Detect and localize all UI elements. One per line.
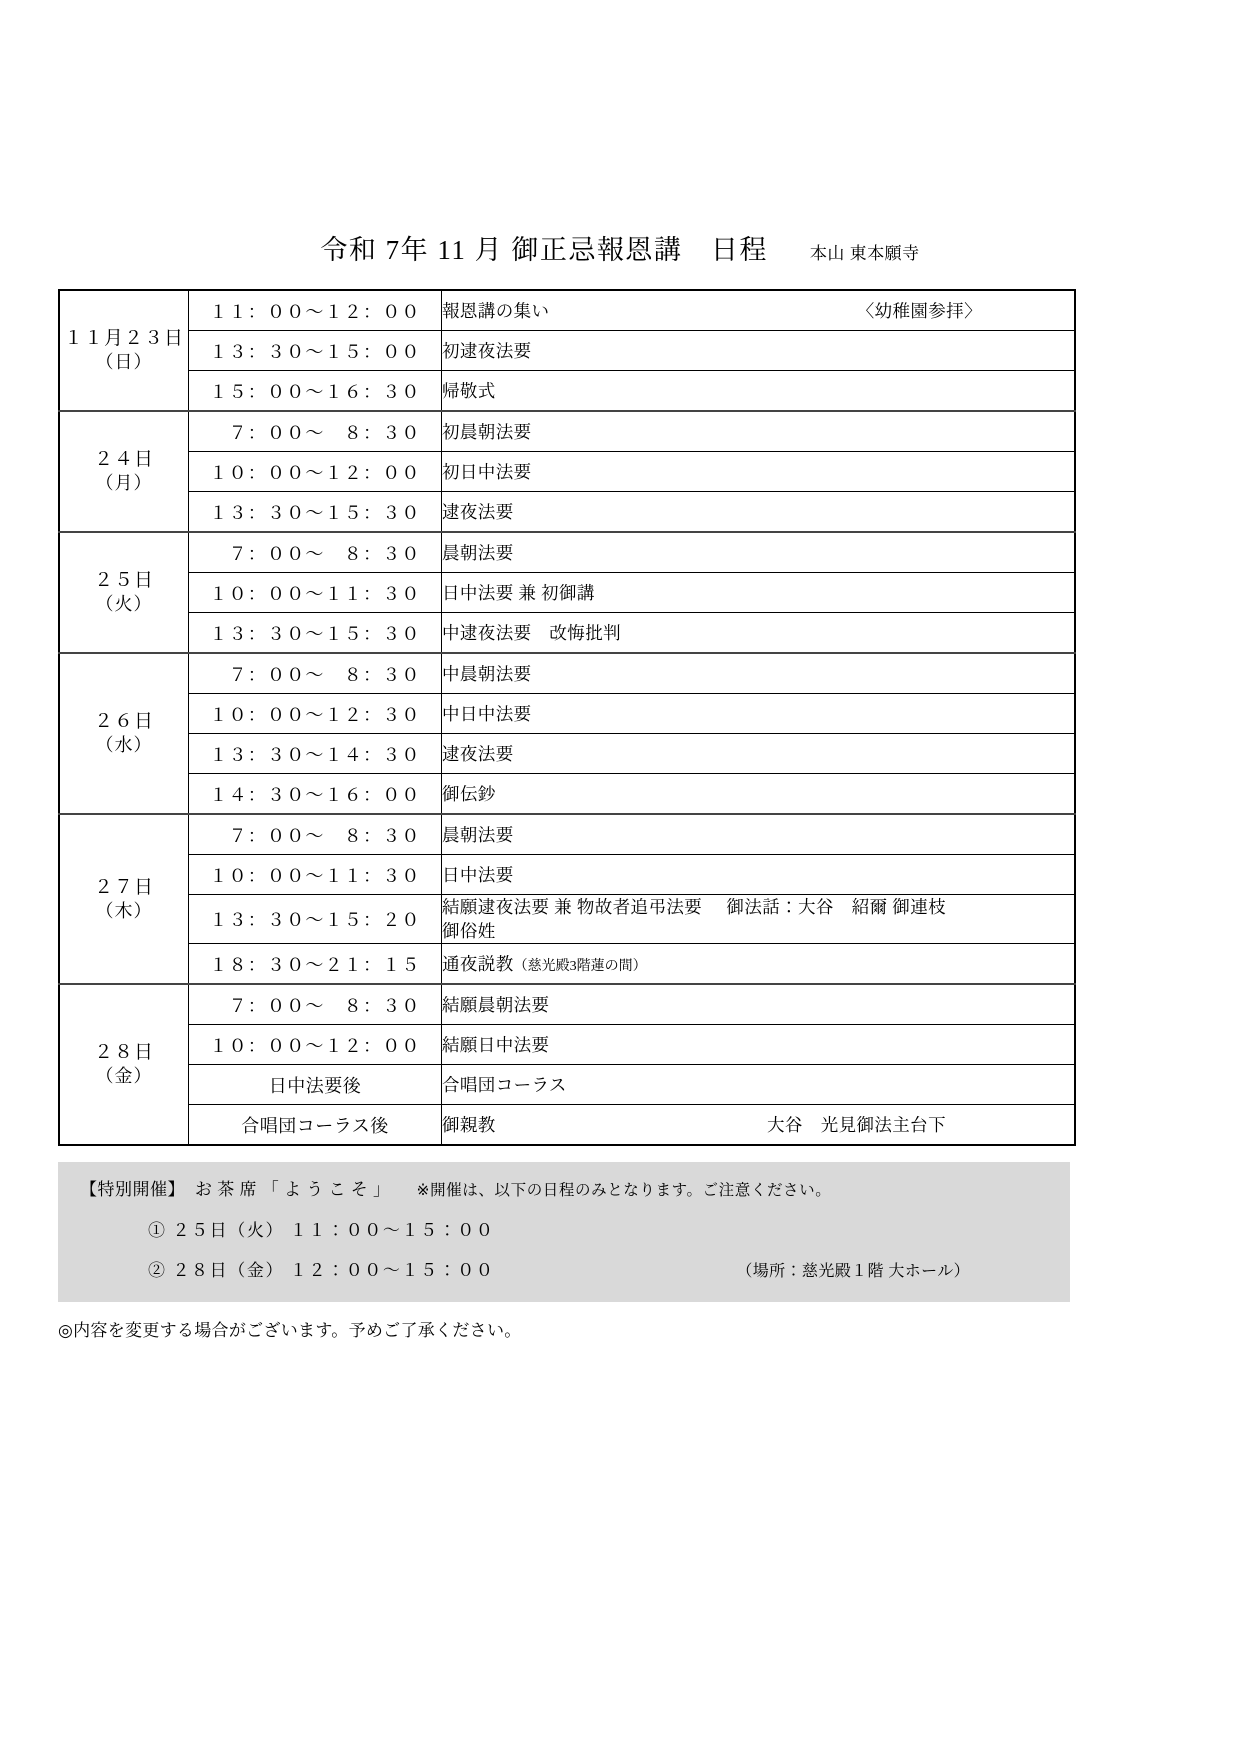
day-date: ２７日: [93, 876, 154, 898]
event-cell: [442, 694, 1076, 734]
event-name-wrap: [442, 338, 532, 363]
event-name-wrap: [442, 459, 532, 484]
notice-title: お 茶 席 「 よ う こ そ 」: [195, 1180, 391, 1200]
event-content: [442, 378, 1074, 403]
table-row: [59, 944, 1075, 985]
time-cell: ７：００〜 ８：３０: [189, 411, 442, 452]
time-cell: ７：００〜 ８：３０: [189, 653, 442, 694]
event-cell: [442, 290, 1076, 331]
event-name: 初晨朝法要: [442, 422, 532, 442]
table-row: [59, 331, 1075, 371]
event-content: [442, 499, 1074, 524]
event-content: [442, 540, 1074, 565]
event-name-wrap: [442, 620, 621, 645]
time-cell: ７：００〜 ８：３０: [189, 984, 442, 1025]
event-name-wrap: [442, 499, 514, 524]
day-date: １１月２３日: [63, 328, 184, 350]
event-cell: [442, 895, 1076, 944]
day-cell: [59, 814, 189, 984]
event-name-wrap: [442, 992, 549, 1017]
event-name: 晨朝法要: [442, 825, 514, 845]
event-content: [442, 298, 1074, 323]
time-cell: １１：００〜１２：００: [189, 290, 442, 331]
event-name: 逮夜法要: [442, 744, 514, 764]
event-content: [442, 951, 1074, 976]
event-cell: [442, 573, 1076, 613]
event-note: 御法話：大谷 紹爾 御連枝: [726, 897, 946, 917]
table-row: [59, 371, 1075, 412]
time-cell: １３：３０〜１５：３０: [189, 613, 442, 654]
event-content: [442, 781, 1074, 806]
notice-caution: ※開催は、以下の日程のみとなります。ご注意ください。: [416, 1182, 832, 1200]
event-content: [442, 862, 1074, 887]
event-name-wrap: [442, 661, 532, 686]
event-name: 中日中法要: [442, 704, 532, 724]
table-row: [59, 452, 1075, 492]
event-name: 初逮夜法要: [442, 341, 532, 361]
time-cell: １３：３０〜１４：３０: [189, 734, 442, 774]
event-name: 中逮夜法要 改悔批判: [442, 623, 621, 643]
time-cell: １０：００〜１２：００: [189, 452, 442, 492]
event-name: 帰敬式: [442, 381, 496, 401]
day-weekday: （日）: [95, 352, 153, 373]
day-cell: [59, 411, 189, 532]
table-row: [59, 1065, 1075, 1105]
table-row: [59, 411, 1075, 452]
event-cell: [442, 814, 1076, 855]
event-cell: [442, 371, 1076, 412]
time-cell: ７：００〜 ８：３０: [189, 814, 442, 855]
event-name-wrap: [442, 580, 595, 605]
event-name-wrap: [442, 1072, 567, 1097]
event-name-wrap: [442, 701, 532, 726]
event-name: 御親教: [442, 1115, 496, 1136]
time-cell: １０：００〜１２：００: [189, 1025, 442, 1065]
event-name: 結願日中法要: [442, 1035, 550, 1056]
event-content: [442, 580, 1074, 605]
notice-heading: [58, 1180, 1070, 1201]
table-row: [59, 613, 1075, 654]
notice-label: 【特別開催】: [80, 1180, 185, 1200]
table-row: [59, 492, 1075, 533]
table-row: [59, 734, 1075, 774]
day-weekday: （月）: [95, 473, 153, 494]
table-row: [59, 774, 1075, 815]
day-date: ２８日: [93, 1042, 154, 1064]
time-cell: 合唱団コーラス後: [189, 1105, 442, 1146]
time-cell: １０：００〜１１：３０: [189, 573, 442, 613]
event-content: [442, 741, 1074, 766]
table-row: [59, 290, 1075, 331]
notice-item-text: ① ２５日（火） １１：００〜１５：００: [148, 1220, 495, 1240]
table-row: [59, 1025, 1075, 1065]
notice-item-place: （場所：慈光殿１階 大ホール）: [736, 1263, 970, 1281]
time-cell: １５：００〜１６：３０: [189, 371, 442, 412]
day-cell: [59, 984, 189, 1145]
event-content: [442, 419, 1074, 444]
event-name: 御伝鈔: [442, 784, 496, 804]
event-cell: [442, 613, 1076, 654]
day-date: ２４日: [93, 449, 154, 471]
event-name-wrap: [442, 1112, 496, 1137]
time-cell: １８：３０〜２１：１５: [189, 944, 442, 985]
time-cell: ７：００〜 ８：３０: [189, 532, 442, 573]
event-cell: [442, 653, 1076, 694]
event-name-wrap: [442, 781, 496, 806]
day-date: ２６日: [93, 711, 154, 733]
table-row: [59, 694, 1075, 734]
time-cell: 日中法要後: [189, 1065, 442, 1105]
event-name-wrap: [442, 540, 514, 565]
time-cell: １０：００〜１２：３０: [189, 694, 442, 734]
event-name: 合唱団コーラス: [442, 1075, 567, 1096]
event-name-wrap: [442, 951, 647, 976]
event-cell: [442, 492, 1076, 533]
day-weekday: （金）: [95, 1066, 153, 1087]
event-name-wrap: [442, 378, 496, 403]
event-name: 通夜説教: [442, 954, 514, 975]
disclaimer-text: ◎内容を変更する場合がございます。予めご了承ください。: [58, 1320, 522, 1340]
table-row: [59, 1105, 1075, 1146]
table-row: [59, 653, 1075, 694]
event-content: [442, 701, 1074, 726]
event-content: [442, 992, 1074, 1017]
day-weekday: （火）: [95, 594, 153, 615]
event-cell: [442, 1065, 1076, 1105]
event-name-wrap: [442, 895, 702, 943]
event-note: 大谷 光見御法主台下: [767, 1115, 946, 1136]
title-main-text: 令和 7年 11 月 御正忌報恩講 日程: [320, 235, 768, 265]
event-cell: [442, 331, 1076, 371]
table-row: [59, 532, 1075, 573]
event-name-wrap: [442, 741, 514, 766]
day-date: ２５日: [93, 570, 154, 592]
event-content: [442, 620, 1074, 645]
event-cell: [442, 411, 1076, 452]
event-content: [442, 1112, 1074, 1137]
table-row: [59, 895, 1075, 944]
event-cell: [442, 1105, 1076, 1146]
event-name-wrap: [442, 419, 532, 444]
event-cell: [442, 944, 1076, 985]
title-subtitle-text: 本山 東本願寺: [809, 244, 920, 263]
time-cell: １３：３０〜１５：２０: [189, 895, 442, 944]
event-name: 結願逮夜法要 兼 物故者追弔法要: [442, 897, 703, 917]
notice-item: [58, 1221, 1070, 1241]
event-cell: [442, 855, 1076, 895]
event-content: [442, 895, 1074, 943]
event-content: [442, 822, 1074, 847]
time-cell: １４：３０〜１６：００: [189, 774, 442, 815]
event-cell: [442, 734, 1076, 774]
day-cell: [59, 532, 189, 653]
table-row: [59, 814, 1075, 855]
special-event-notice: [58, 1162, 1070, 1301]
event-name: 報恩講の集い: [442, 301, 550, 321]
event-name: 結願晨朝法要: [442, 995, 550, 1016]
page-title: [58, 228, 1182, 267]
notice-item: [58, 1261, 1070, 1281]
event-name: 逮夜法要: [442, 502, 514, 522]
event-cell: [442, 452, 1076, 492]
notice-item-text: ② ２８日（金） １２：００〜１５：００: [148, 1261, 495, 1281]
event-name-wrap: [442, 822, 514, 847]
event-content: [442, 459, 1074, 484]
event-name: 晨朝法要: [442, 543, 514, 563]
event-cell: [442, 984, 1076, 1025]
event-cell: [442, 532, 1076, 573]
event-name: 初日中法要: [442, 462, 532, 482]
event-name: 中晨朝法要: [442, 664, 532, 684]
day-cell: [59, 653, 189, 814]
day-weekday: （木）: [95, 900, 153, 921]
day-cell: [59, 290, 189, 411]
event-name-wrap: [442, 1032, 549, 1057]
event-name-line2: 御俗姓: [442, 921, 496, 942]
time-cell: １０：００〜１１：３０: [189, 855, 442, 895]
event-content: [442, 661, 1074, 686]
event-cell: [442, 774, 1076, 815]
day-weekday: （水）: [95, 735, 153, 756]
event-venue-note: （慈光殿3階蓮の間）: [513, 959, 647, 975]
event-name-wrap: [442, 298, 549, 323]
event-content: [442, 338, 1074, 363]
table-row: [59, 984, 1075, 1025]
time-cell: １３：３０〜１５：３０: [189, 492, 442, 533]
schedule-table: [58, 289, 1076, 1146]
event-name: 日中法要: [442, 865, 514, 885]
event-name-wrap: [442, 862, 514, 887]
event-name: 日中法要 兼 初御講: [442, 583, 595, 603]
event-content: [442, 1072, 1074, 1097]
time-cell: １３：３０〜１５：００: [189, 331, 442, 371]
event-cell: [442, 1025, 1076, 1065]
table-row: [59, 573, 1075, 613]
table-row: [59, 855, 1075, 895]
event-note: 〈幼稚園参拝〉: [856, 301, 982, 321]
event-content: [442, 1032, 1074, 1057]
